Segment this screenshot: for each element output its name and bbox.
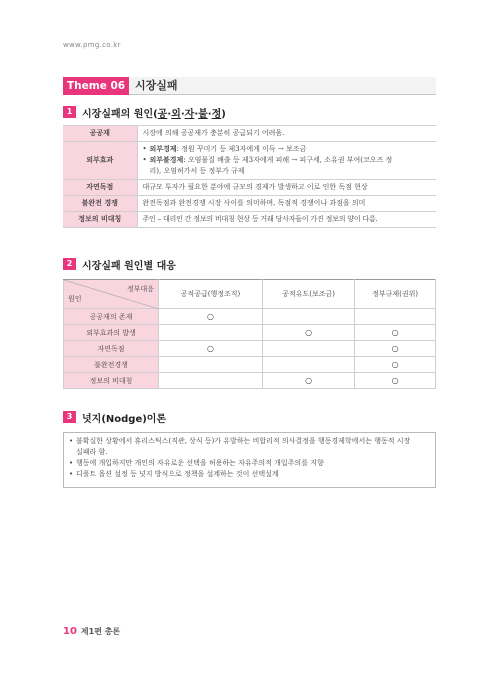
list-item: • 불확실한 상황에서 휴리스틱스(직관, 상식 등)가 유발하는 비합리적 의사결정을 행동경제학에서는 행동적 시장 (69, 437, 411, 445)
section2-heading (63, 257, 176, 271)
row-value: 대규모 투자가 필요한 분야에 규모의 경제가 발생하고 이로 인한 독점 현상 (137, 180, 436, 196)
table-row (64, 357, 436, 373)
row-label: 자연독점 (63, 180, 137, 196)
section-title: 넛지(Nodge)이론 (82, 413, 167, 425)
row-value: 주인 – 대리인 간 정보의 비대칭 현상 등 거래 당사자들이 가진 정보의 양이 다름. (137, 212, 436, 228)
table-cell (262, 357, 354, 373)
table-cell: ○ (159, 309, 263, 325)
table-cell: ○ (355, 357, 436, 373)
causes-table (63, 125, 436, 228)
table-cell: ○ (355, 341, 436, 357)
section-number: 1 (63, 106, 76, 118)
row-label: 공공재 (63, 126, 137, 142)
table-cell (262, 341, 354, 357)
section-title: 시장실패의 원인(공·외·자·불·정) (82, 108, 226, 120)
table-cell (262, 309, 354, 325)
corner-top-label: 정부대응 (126, 285, 154, 293)
table-cell (159, 325, 263, 341)
page-number: 10 (63, 626, 77, 637)
list-item-continuation: 실패라 함. (76, 448, 108, 456)
corner-header (64, 280, 159, 309)
theme-title: 시장실패 (135, 79, 178, 92)
section-number: 3 (63, 411, 76, 423)
table-row (64, 341, 436, 357)
row-label: 정보의 비대칭 (63, 212, 137, 228)
table-row (63, 180, 436, 196)
section1-heading (63, 105, 226, 119)
site-url: www.pmg.co.kr (63, 41, 121, 49)
table-row (64, 325, 436, 341)
row-label: 불완전경쟁 (64, 357, 159, 373)
section-title: 시장실패 원인별 대응 (82, 260, 176, 272)
table-cell: ○ (159, 341, 263, 357)
table-row (64, 373, 436, 389)
table-cell: ○ (355, 373, 436, 389)
nudge-box (63, 432, 436, 488)
row-label: 외부효과의 발생 (64, 325, 159, 341)
row-label: 외부효과 (63, 142, 137, 180)
row-label: 불완전 경쟁 (63, 196, 137, 212)
row-value: • 외부경제: 정원 꾸미기 등 제3자에게 이득 → 보조금 • 외부불경제: 오염물질 배출 등 제3자에게 피해 → 피구세, 소유권 부여(코오즈 정 리), 오염허가서 등 정부가 규제 (137, 142, 436, 180)
row-label: 자연독점 (64, 341, 159, 357)
list-item: • 행동에 개입하지만 개인의 자유로운 선택을 허용하는 자유주의적 개입주의를 지향 (69, 459, 324, 467)
theme-header (63, 77, 436, 95)
page-footer (63, 626, 120, 637)
row-value: 완전독점과 완전경쟁 시장 사이를 의미하며, 독점적 경쟁이나 과점을 의미 (137, 196, 436, 212)
section-number: 2 (63, 258, 76, 270)
theme-badge: Theme 06 (63, 77, 129, 95)
table-row (63, 142, 436, 180)
list-item: • 디폴트 옵션 설정 등 넛지 방식으로 정책을 설계하는 것이 선택설계 (69, 470, 279, 478)
row-value: 시장에 의해 공공재가 충분히 공급되기 어려움. (137, 126, 436, 142)
column-header: 공적유도(보조금) (262, 280, 354, 309)
table-row (63, 126, 436, 142)
row-label: 정보의 비대칭 (64, 373, 159, 389)
table-cell: ○ (355, 325, 436, 341)
row-label: 공공재의 존재 (64, 309, 159, 325)
column-header: 공적공급(행정조직) (159, 280, 263, 309)
table-row (63, 212, 436, 228)
table-cell (355, 309, 436, 325)
table-cell: ○ (262, 325, 354, 341)
response-table (63, 279, 436, 389)
column-header: 정부규제(권위) (355, 280, 436, 309)
table-cell (159, 373, 263, 389)
table-header-row (64, 280, 436, 309)
section3-heading (63, 410, 166, 424)
chapter-label: 제1편 총론 (80, 627, 121, 636)
table-cell: ○ (262, 373, 354, 389)
table-row (63, 196, 436, 212)
table-cell (159, 357, 263, 373)
corner-bottom-label: 원인 (68, 295, 82, 303)
table-row (64, 309, 436, 325)
